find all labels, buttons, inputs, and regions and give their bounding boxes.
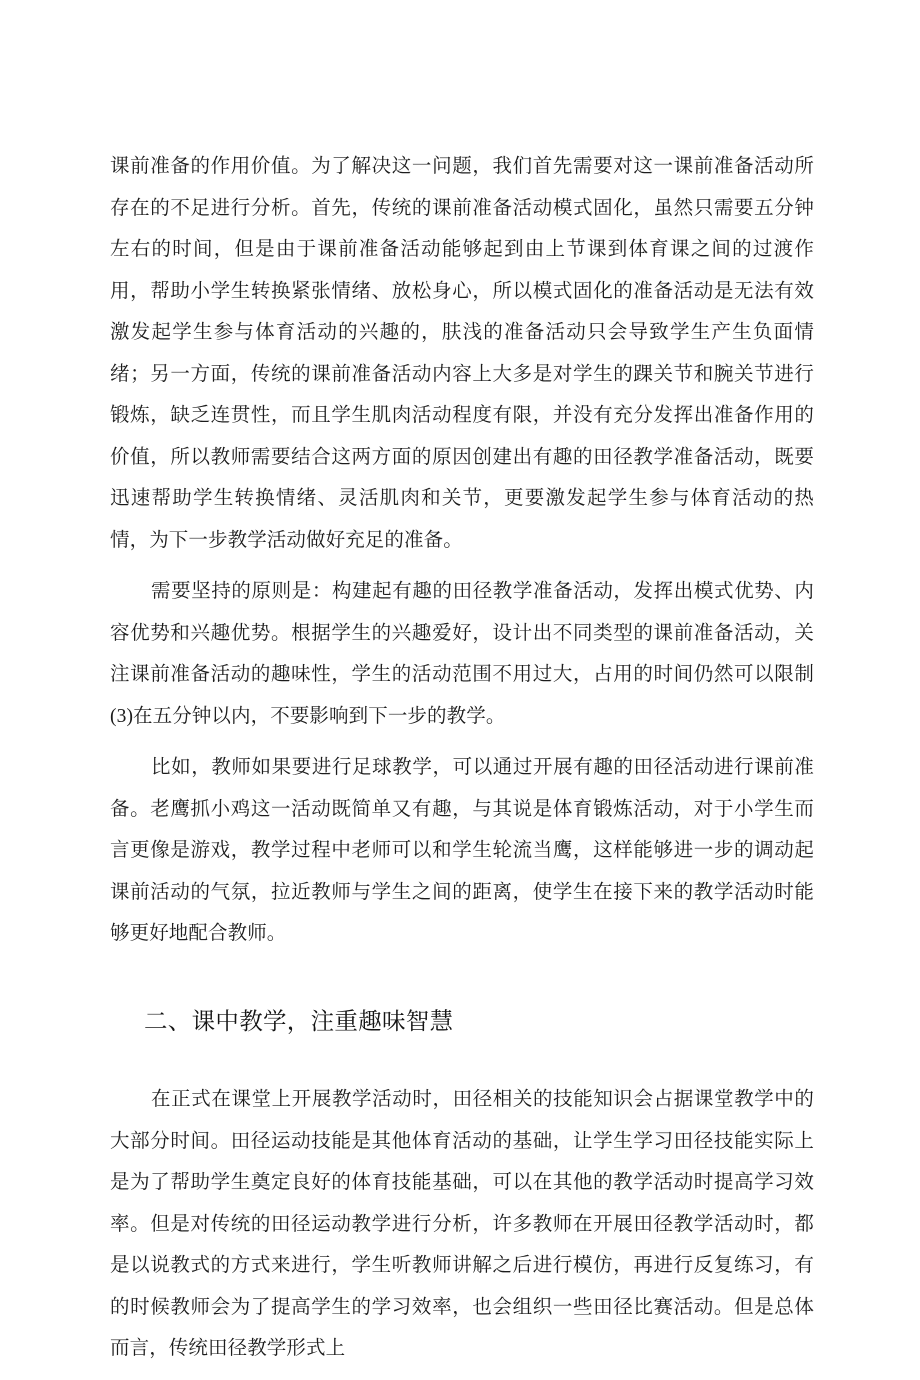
body-paragraph-1: 课前准备的作用价值。为了解决这一问题，我们首先需要对这一课前准备活动所存在的不足进行分析。首先，传统的课前准备活动模式固化，虽然只需要五分钟左右的时间，但是由于课前准备活动能够起到由上节课到体育课之间的过渡作用，帮助小学生转换紧张情绪、放松身心，所以模式固化的准备活动是无法有效激发起学生参与体育活动的兴趣的，肤浅的准备活动只会导致学生产生负面情绪；另一方面，传统的课前准备活动内容上大多是对学生的踝关节和腕关节进行锻炼，缺乏连贯性，而且学生肌肉活动程度有限，并没有充分发挥出准备作用的价值，所以教师需要结合这两方面的原因创建出有趣的田径教学准备活动，既要迅速帮助学生转换情绪、灵活肌肉和关节，更要激发起学生参与体育活动的热情，为下一步教学活动做好充足的准备。 <box>110 156 814 551</box>
body-paragraph-4: 在正式在课堂上开展教学活动时，田径相关的技能知识会占据课堂教学中的大部分时间。田径运动技能是其他体育活动的基础，让学生学习田径技能实际上是为了帮助学生奠定良好的体育技能基础，可以在其他的教学活动时提高学习效率。但是对传统的田径运动教学进行分析，许多教师在开展田径教学活动时，都是以说教式的方式来进行，学生听教师讲解之后进行模仿，再进行反复练习，有的时候教师会为了提高学生的学习效率，也会组织一些田径比赛活动。但是总体而言，传统田径教学形式上 <box>110 1089 814 1359</box>
body-paragraph-3: 比如，教师如果要进行足球教学，可以通过开展有趣的田径活动进行课前准备。老鹰抓小鸡这一活动既简单又有趣，与其说是体育锻炼活动，对于小学生而言更像是游戏，教学过程中老师可以和学生轮流当鹰，这样能够进一步的调动起课前活动的气氛，拉近教师与学生之间的距离，使学生在接下来的教学活动时能够更好地配合教师。 <box>110 757 814 944</box>
body-paragraph-2: 需要坚持的原则是：构建起有趣的田径教学准备活动，发挥出模式优势、内容优势和兴趣优势。根据学生的兴趣爱好，设计出不同类型的课前准备活动，关注课前准备活动的趣味性，学生的活动范围不用过大，占用的时间仍然可以限制(3)在五分钟以内，不要影响到下一步的教学。 <box>110 581 814 727</box>
page-content-column <box>110 146 814 1380</box>
section-heading-2: 二、课中教学，注重趣味智慧 <box>144 1006 454 1035</box>
heading-spacer-above <box>110 961 814 1001</box>
heading-spacer-below <box>110 1042 814 1079</box>
